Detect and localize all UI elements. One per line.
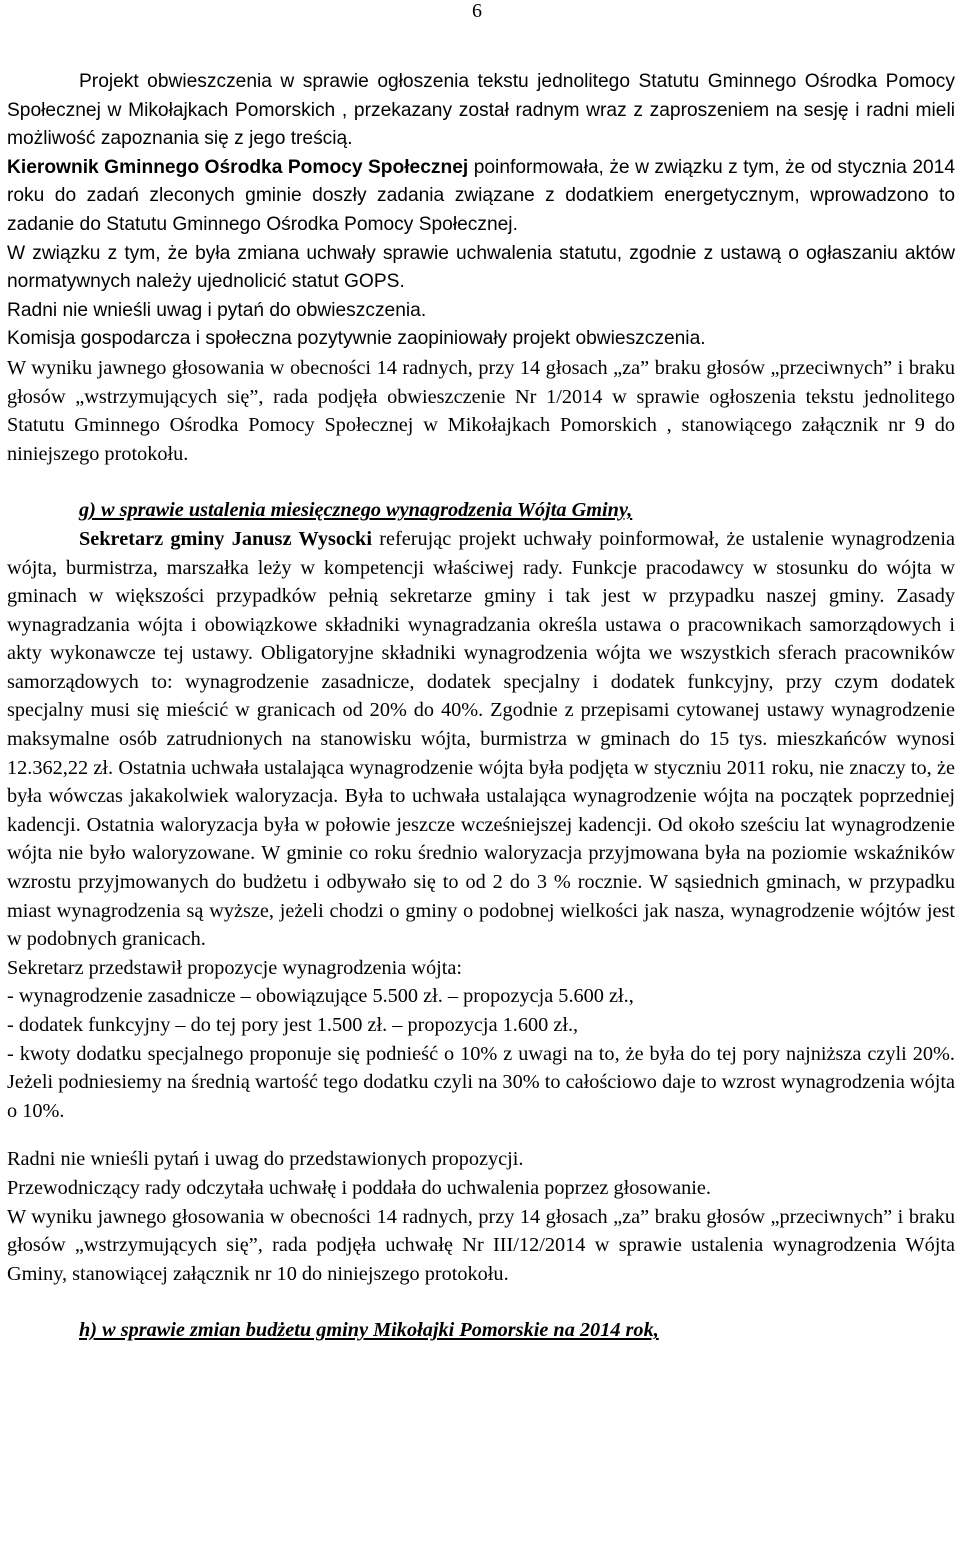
paragraph-no-remarks: Radni nie wnieśli uwag i pytań do obwieszczenia. xyxy=(7,299,427,321)
paragraph-statute-change: W związku z tym, że była zmiana uchwały sprawie uchwalenia statutu, zgodnie z ustawą o ogłaszaniu aktów normatywnych należy ujednolicić statut GOPS. xyxy=(7,242,955,293)
paragraph-committee-opinion: Komisja gospodarcza i społeczna pozytywnie zaopiniowały projekt obwieszczenia. xyxy=(7,328,706,350)
paragraph-secretary-report xyxy=(7,525,955,954)
document-body xyxy=(7,68,955,1345)
list-item-base-salary: - wynagrodzenie zasadnicze – obowiązujące 5.500 zł. – propozycja 5.600 zł., xyxy=(7,985,634,1008)
paragraph-no-questions: Radni nie wnieśli pytań i uwag do przedstawionych propozycji. xyxy=(7,1148,524,1171)
list-item-special-bonus: - kwoty dodatku specjalnego proponuje się podnieść o 10% z uwagi na to, że była do tej pory najniższa czyli 20%. Jeżeli podniesiemy na średnią wartość tego dodatku czyli na 30% to całościowo daje to wzrost wynagrodzenia wójta o 10%. xyxy=(7,1042,955,1122)
paragraph-vote-resolution: W wyniku jawnego głosowania w obecności 14 radnych, przy 14 głosach „za” braku głosów „przeciwnych” i braku głosów „wstrzymujących się”, rada podjęła uchwałę Nr III/12/2014 w sprawie ustalenia wynagrodzenia Wójta Gminy, stanowiącej załącznik nr 10 do niniejszego protokołu. xyxy=(7,1205,955,1285)
section-heading-h: h) w sprawie zmian budżetu gminy Mikołajki Pomorskie na 2014 rok, xyxy=(79,1319,659,1342)
section-heading-g: g) w sprawie ustalenia miesięcznego wynagrodzenia Wójta Gminy, xyxy=(79,499,633,522)
paragraph-spacer xyxy=(7,1125,955,1145)
paragraph-gops-director-text: poinformowała, że w związku z tym, że od stycznia 2014 roku do zadań zleconych gminie doszły zadania związane z dodatkiem energetycznym, wprowadzono to zadanie do Statutu Gminnego Ośrodka Pomocy Społecznej. xyxy=(7,156,955,235)
paragraph-vote-notice: W wyniku jawnego głosowania w obecności 14 radnych, przy 14 głosach „za” braku głosów „przeciwnych” i braku głosów „wstrzymujących się”, rada podjęła obwieszczenie Nr 1/2014 w sprawie ogłoszenia tekstu jednolitego Statutu Gminnego Ośrodka Pomocy Społecznej w Mikołajkach Pomorskich , stanowiącego załącznik nr 9 do niniejszego protokołu. xyxy=(7,356,955,465)
paragraph-project-notice: Projekt obwieszczenia w sprawie ogłoszenia tekstu jednolitego Statutu Gminnego Ośrodka Pomocy Społecznej w Mikołajkach Pomorskich , przekazany został radnym wraz z zaproszeniem na sesję i radni mieli możliwość zapoznania się z jego treścią. xyxy=(7,71,955,150)
speaker-gops-director: Kierownik Gminnego Ośrodka Pomocy Społecznej xyxy=(7,156,469,178)
speaker-secretary: Sekretarz gminy Janusz Wysocki xyxy=(79,527,372,550)
list-item-function-bonus: - dodatek funkcyjny – do tej pory jest 1.500 zł. – propozycja 1.600 zł., xyxy=(7,1014,579,1036)
paragraph-chair-reading: Przewodniczący rady odczytała uchwałę i poddała do uchwalenia poprzez głosowanie. xyxy=(7,1176,711,1199)
paragraph-proposals-intro: Sekretarz przedstawił propozycje wynagrodzenia wójta: xyxy=(7,956,463,979)
section-spacer xyxy=(7,468,955,496)
paragraph-gops-director xyxy=(7,154,955,240)
page-number: 6 xyxy=(472,0,482,22)
section-spacer xyxy=(7,1288,955,1316)
paragraph-secretary-report-text: referując projekt uchwały poinformował, że ustalenie wynagrodzenia wójta, burmistrza, marszałka leży w kompetencji właściwej rady. Funkcje pracodawcy w stosunku do wójta w gminach w większości przypadków pełnią sekretarze gminy i tak jest w przypadku naszej gminy. Zasady wynagradzania wójta i obowiązkowe składniki wynagradzania określa ustawa o pracownikach samorządowych i akty wykonawcze tej ustawy. Obligatoryjne składniki wynagrodzenia wójta we wszystkich sferach pracowników samorządowych to: wynagrodzenie zasadnicze, dodatek specjalny i dodatek funkcyjny, przy czym dodatek specjalny musi się mieścić w granicach od 20% do 40%. Zgodnie z przepisami cytowanej ustawy wynagrodzenie maksymalne osób zatrudnionych na stanowisku wójta, burmistrza w gminach do 15 tys. mieszkańców wynosi 12.362,22 zł. Ostatnia uchwała ustalająca wynagrodzenie wójta była podjęta w styczniu 2011 roku, nie znaczy to, że była wówczas jakakolwiek waloryzacja. Była to uchwała ustalająca wynagrodzenie wójta na początek poprzedniej kadencji. Ostatnia waloryzacja była w połowie jeszcze wcześniejszej kadencji. Od około sześciu lat wynagrodzenie wójta nie było waloryzowane. W gminie co roku średnio waloryzacja przyjmowana była na poziomie wskaźników wzrostu przyjmowanych do budżetu i odbywało się to od 2 do 3 % rocznie. W sąsiednich gminach, w przypadku miast wynagrodzenia są wyższe, jeżeli chodzi o gminy o podobnej wielkości jak nasza, wynagrodzenie wójtów jest w podobnych granicach. xyxy=(7,527,955,951)
